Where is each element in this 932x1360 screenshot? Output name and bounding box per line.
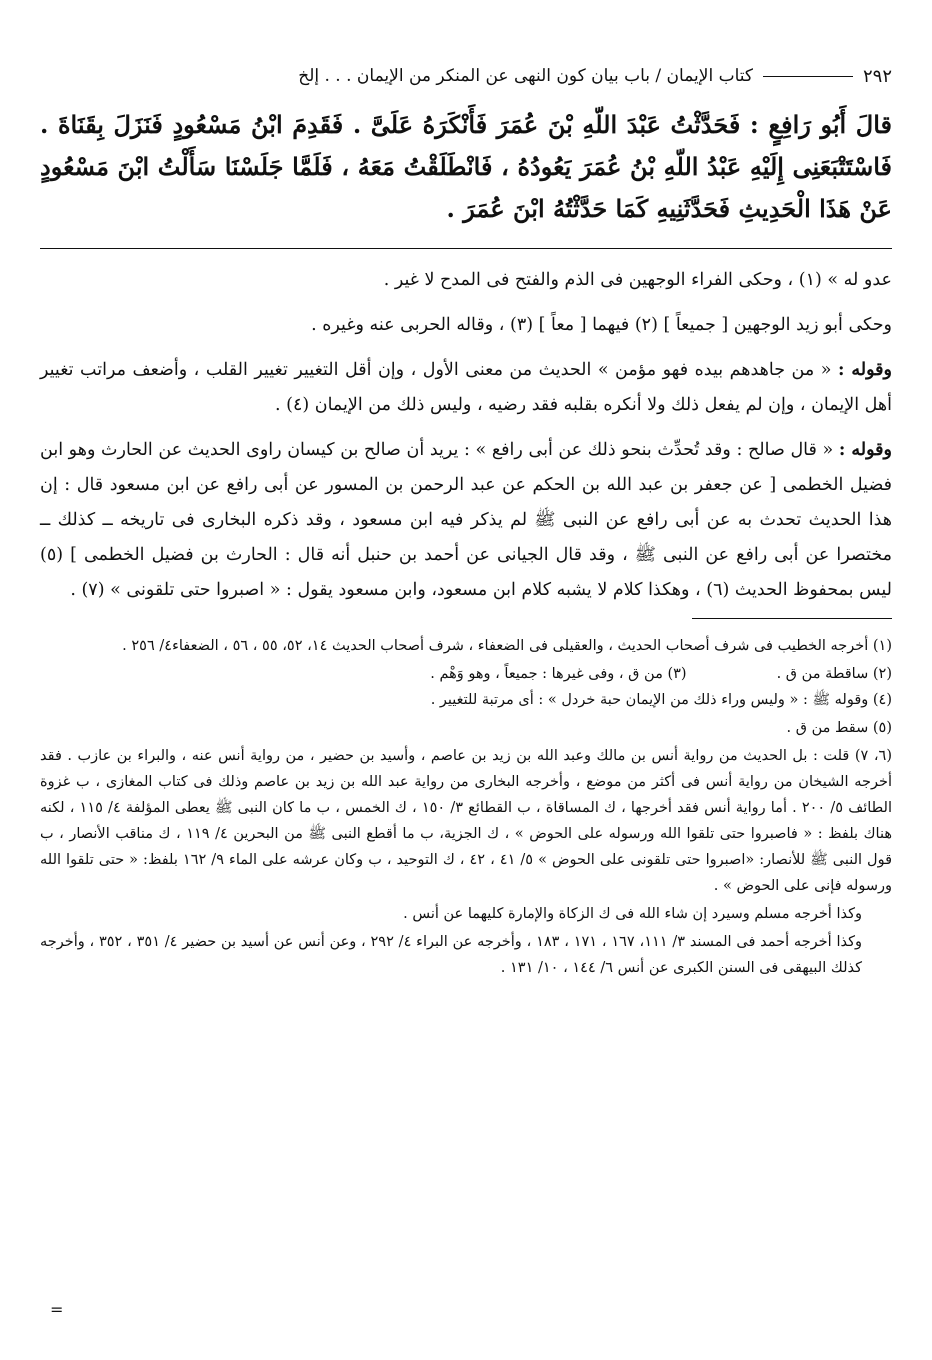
footnote-5: (٥) سقط من ق . [786,720,892,736]
header-title: كتاب الإيمان / باب بيان كون النهى عن المنكر من الإيمان . . . إلخ [298,66,753,86]
page [40,62,892,983]
commentary-lead: وقوله : [838,440,892,460]
main-divider [40,248,892,249]
commentary-paragraph-3 [40,353,892,423]
commentary-body: « من جاهدهم بيده فهو مؤمن » الحديث من معنى الأول ، وإن أقل التغيير تغيير القلب ، وأضعف مراتب تغيير أهل الإيمان ، وإن لم يفعل ذلك ولا أنكره بقلبه فقد رضيه ، وليس ذلك من الإيمان (٤) . [40,360,892,415]
page-number: ٢٩٢ [862,65,892,87]
footnote-3: (٣) من ق ، وفى غيرها : جميعاً ، وهو وَهْم . [430,666,687,682]
commentary [40,263,892,608]
footnote-2: (٢) ساقطة من ق . [776,666,892,682]
footnote-6-7: (٦، ٧) قلت : بل الحديث من رواية أنس بن مالك وعبد الله بن زيد بن عاصم ، وأسيد بن حضير ، من رواية أنس عنه ، والبراء بن عازب . فقد أخرجه الشيخان من رواية أنس فى أكثر من موضع ، وأخرجه البخارى من رواية عبد الله بن زيد بن عاصم وذلك فى كتاب المغازى ، ب غزوة الطائف ٥/ ٢٠٠ . أما رواية أنس فقد أخرجها ، ك المساقاة ، ب القطائع ٣/ ١٥٠ ، ك الخمس ، ب ما كان النبى ﷺ يعطى المؤلفة ٤/ ١١٥ ، لكنه هناك بلفظ : « فاصبروا حتى تلقوا الله ورسوله على الحوض » ، ك الجزية، ب ما أقطع النبى ﷺ من البحرين ٤/ ١١٩ ، ك مناقب الأنصار ، ب قول النبى ﷺ للأنصار: «اصبروا حتى تلقونى على الحوض » ٥/ ٤١ ، ٤٢ ، ك التوحيد ، ب وكان عرشه على الماء ٩/ ١٦٢ بلفظ: « حتى تلقوا الله ورسوله فإنى على الحوض » . [40,748,893,894]
running-header [40,62,892,90]
footnote-row-2-3 [40,661,892,687]
hadith-paragraph: قالَ أَبُو رَافِعٍ : فَحَدَّثْتُ عَبْدَ اللّهِ بْنَ عُمَرَ فَأَنْكَرَهُ عَلَىَّ . فَقَدِمَ ابْنُ مَسْعُودٍ فَنَزَلَ بِقَنَاةَ . فَاسْتَتْبَعَنِى إِلَيْهِ عَبْدُ اللّهِ بْنُ عُمَرَ يَعُودُهُ ، فَانْطَلَقْتُ مَعَهُ ، فَلَمَّا جَلَسْنَا سَأَلْتُ ابْنَ مَسْعُودٍ عَنْ هَذَا الْحَدِيثِ فَحَدَّثَنِيهِ كَمَا حَدَّثْتُهُ ابْنَ عُمَرَ . [40,110,892,223]
commentary-lead: وقوله : [837,360,892,380]
continuation-mark: = [50,1300,64,1319]
footnote-continuation-1: وكذا أخرجه مسلم وسيرد إن شاء الله فى ك الزكاة والإمارة كليهما عن أنس . [403,906,862,922]
footnotes [40,633,892,981]
commentary-body: « قال صالح : وقد تُحدِّث بنحو ذلك عن أبى رافع » : يريد أن صالح بن كيسان راوى الحديث عن الحارث وهو ابن فضيل الخطمى [ عن جعفر بن عبد الله بن الحكم عن عبد الرحمن بن المسور عن أبى رافع عن ابن مسعود قال : إن هذا الحديث تحدث به عن أبى رافع عن النبى ﷺ لم يذكر فيه ابن مسعود ، وقد ذكره البخارى فى تاريخه ــ كذلك ــ مختصرا عن أبى رافع عن النبى ﷺ ، وقد قال الجيانى عن أحمد بن حنبل أنه قال : الحارث بن فضيل الخطمى ] (٥) ليس بمحفوظ الحديث (٦) ، وهكذا كلام لا يشبه كلام ابن مسعود، وابن مسعود يقول : « اصبروا حتى تلقونى » (٧) . [40,440,892,600]
commentary-paragraph-2: وحكى أبو زيد الوجهين [ جميعاً ] (٢) فيهما [ معاً ] (٣) ، وقاله الحربى عنه وغيره . [311,315,892,335]
footnote-4: (٤) وقوله ﷺ : « وليس وراء ذلك من الإيمان حبة خردل » : أى مرتبة للتغيير . [430,692,892,708]
header-rule [763,76,853,77]
hadith-text [40,104,892,230]
footnote-divider [692,618,892,619]
footnote-1: (١) أخرجه الخطيب فى شرف أصحاب الحديث ، والعقيلى فى الضعفاء ، شرف أصحاب الحديث ١٤، ٥٢، ٥٥ ، ٥٦ ، الضعفاء٤/ ٢٥٦ . [122,638,892,654]
commentary-paragraph-4 [40,433,892,608]
commentary-paragraph-1: عدو له » (١) ، وحكى الفراء الوجهين فى الذم والفتح فى المدح لا غير . [383,270,892,290]
footnote-continuation-2: وكذا أخرجه أحمد فى المسند ٣/ ١١١، ١٦٧ ، ١٧١ ، ١٨٣ ، وأخرجه عن البراء ٤/ ٢٩٢ ، وعن أنس عن أسيد بن حضير ٤/ ٣٥١ ، ٣٥٢ ، وأخرجه كذلك البيهقى فى السنن الكبرى عن أنس ٦/ ١٤٤ ، ١٠/ ١٣١ . [40,934,862,976]
